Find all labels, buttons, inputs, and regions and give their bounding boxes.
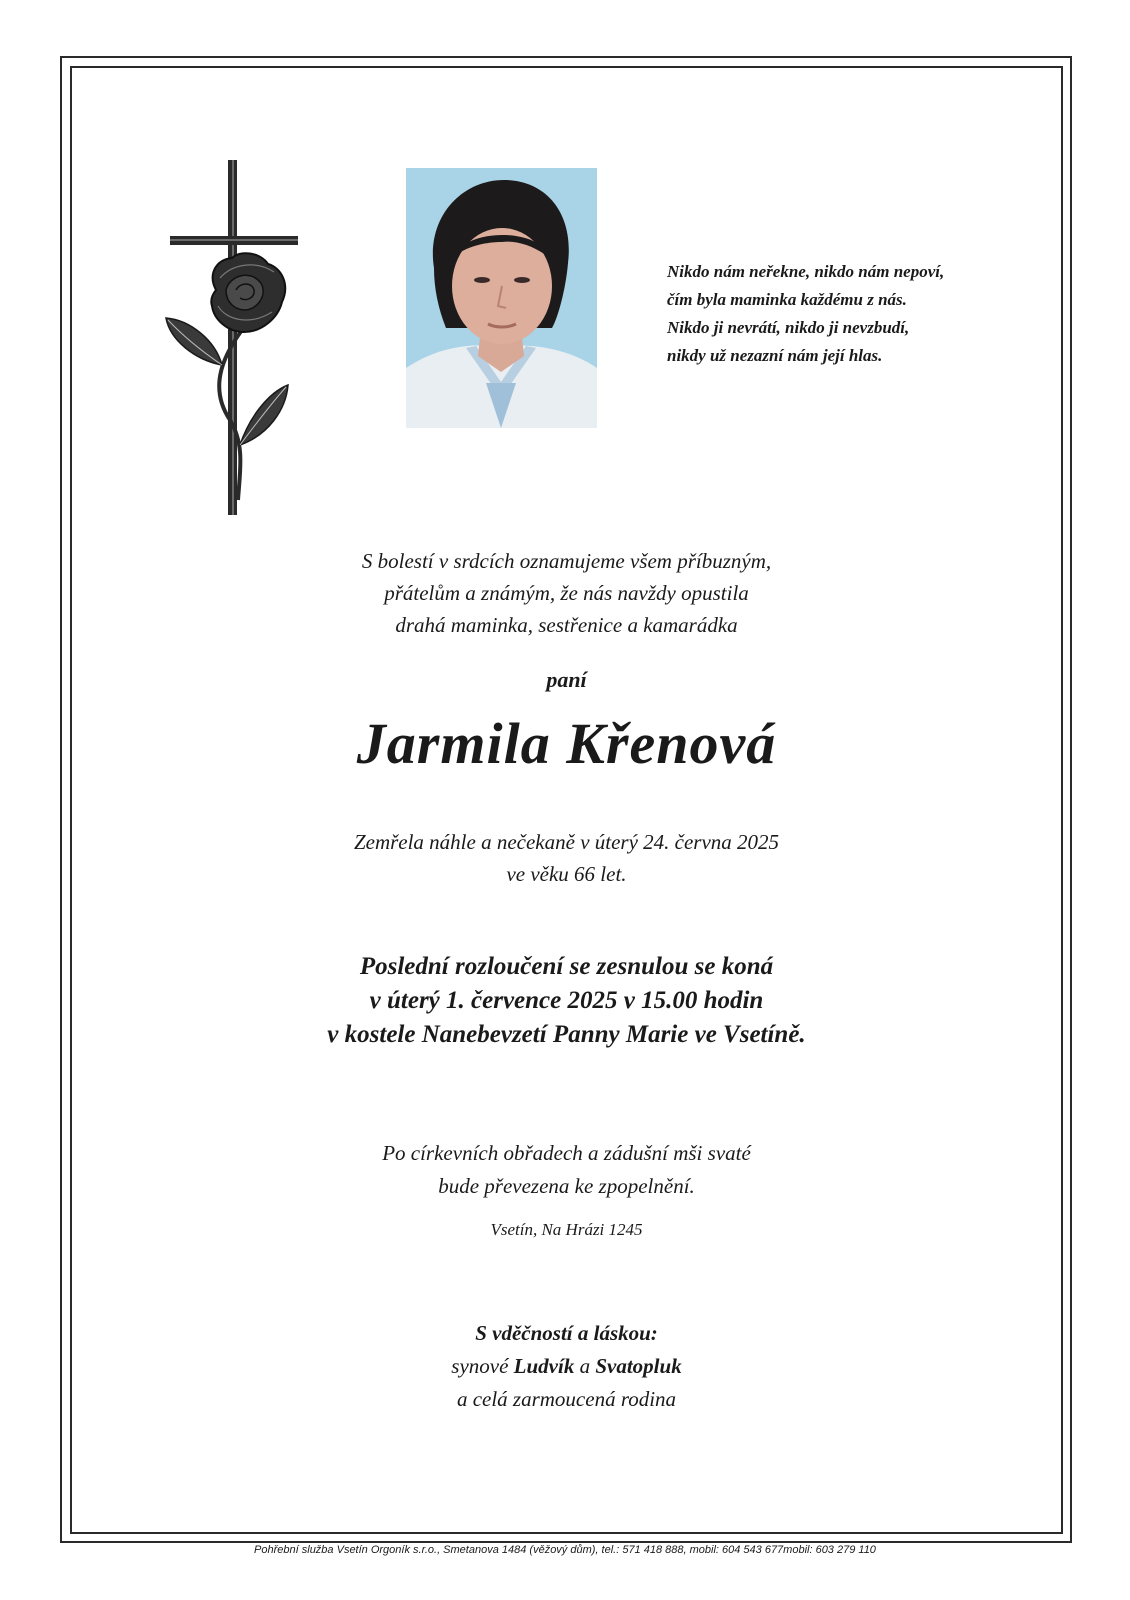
poem-line: nikdy už nezazní nám její hlas. <box>667 346 883 365</box>
poem-line: čím byla maminka každému z nás. <box>667 290 907 309</box>
funeral-line: v úterý 1. července 2025 v 15.00 hodin <box>369 987 764 1014</box>
sons-prefix: synové <box>451 1354 509 1378</box>
sons-line <box>70 1350 1063 1383</box>
funeral-service-footer: Pohřební služba Vsetín Orgoník s.r.o., Smetanova 1484 (věžový dům), tel.: 571 418 888, mobil: 604 543 677mobil: 603 279 110 <box>254 1544 876 1556</box>
title-prefix: paní <box>546 667 587 692</box>
memorial-poem <box>667 258 1067 370</box>
announcement-line: drahá maminka, sestřenice a kamarádka <box>395 613 738 637</box>
death-info-line: Zemřela náhle a nečekaně v úterý 24. června 2025 <box>353 830 780 854</box>
family-address: Vsetín, Na Hrázi 1245 <box>490 1220 643 1239</box>
mourners-signature <box>70 1317 1063 1416</box>
church-note <box>70 1137 1063 1203</box>
thanks-heading <box>70 1317 1063 1350</box>
poem-line: Nikdo nám neřekne, nikdo nám nepoví, <box>667 262 945 281</box>
death-info <box>70 826 1063 890</box>
son-name: Svatopluk <box>595 1354 682 1378</box>
death-info-line: ve věku 66 let. <box>506 862 627 886</box>
conjunction: a <box>579 1354 591 1378</box>
announcement-line: přátelům a známým, že nás navždy opustila <box>384 581 749 605</box>
funeral-line: v kostele Nanebevzetí Panny Marie ve Vsetíně. <box>327 1021 806 1048</box>
deceased-name: Jarmila Křenová <box>356 711 777 776</box>
funeral-details <box>70 950 1063 1052</box>
thanks-heading-text: S vděčností a láskou: <box>475 1321 658 1345</box>
portrait-photo <box>406 168 597 428</box>
family-line: a celá zarmoucená rodina <box>456 1387 677 1411</box>
funeral-line: Poslední rozloučení se zesnulou se koná <box>359 953 774 980</box>
poem-line: Nikdo ji nevrátí, nikdo ji nevzbudí, <box>667 318 910 337</box>
death-announcement <box>70 545 1063 641</box>
church-note-line: bude převezena ke zpopelnění. <box>438 1174 695 1198</box>
announcement-line: S bolestí v srdcích oznamujeme všem příbuzným, <box>361 549 772 573</box>
church-note-line: Po církevních obřadech a zádušní mši svaté <box>382 1141 751 1165</box>
cross-with-rose-icon <box>160 160 310 520</box>
son-name: Ludvík <box>513 1354 575 1378</box>
